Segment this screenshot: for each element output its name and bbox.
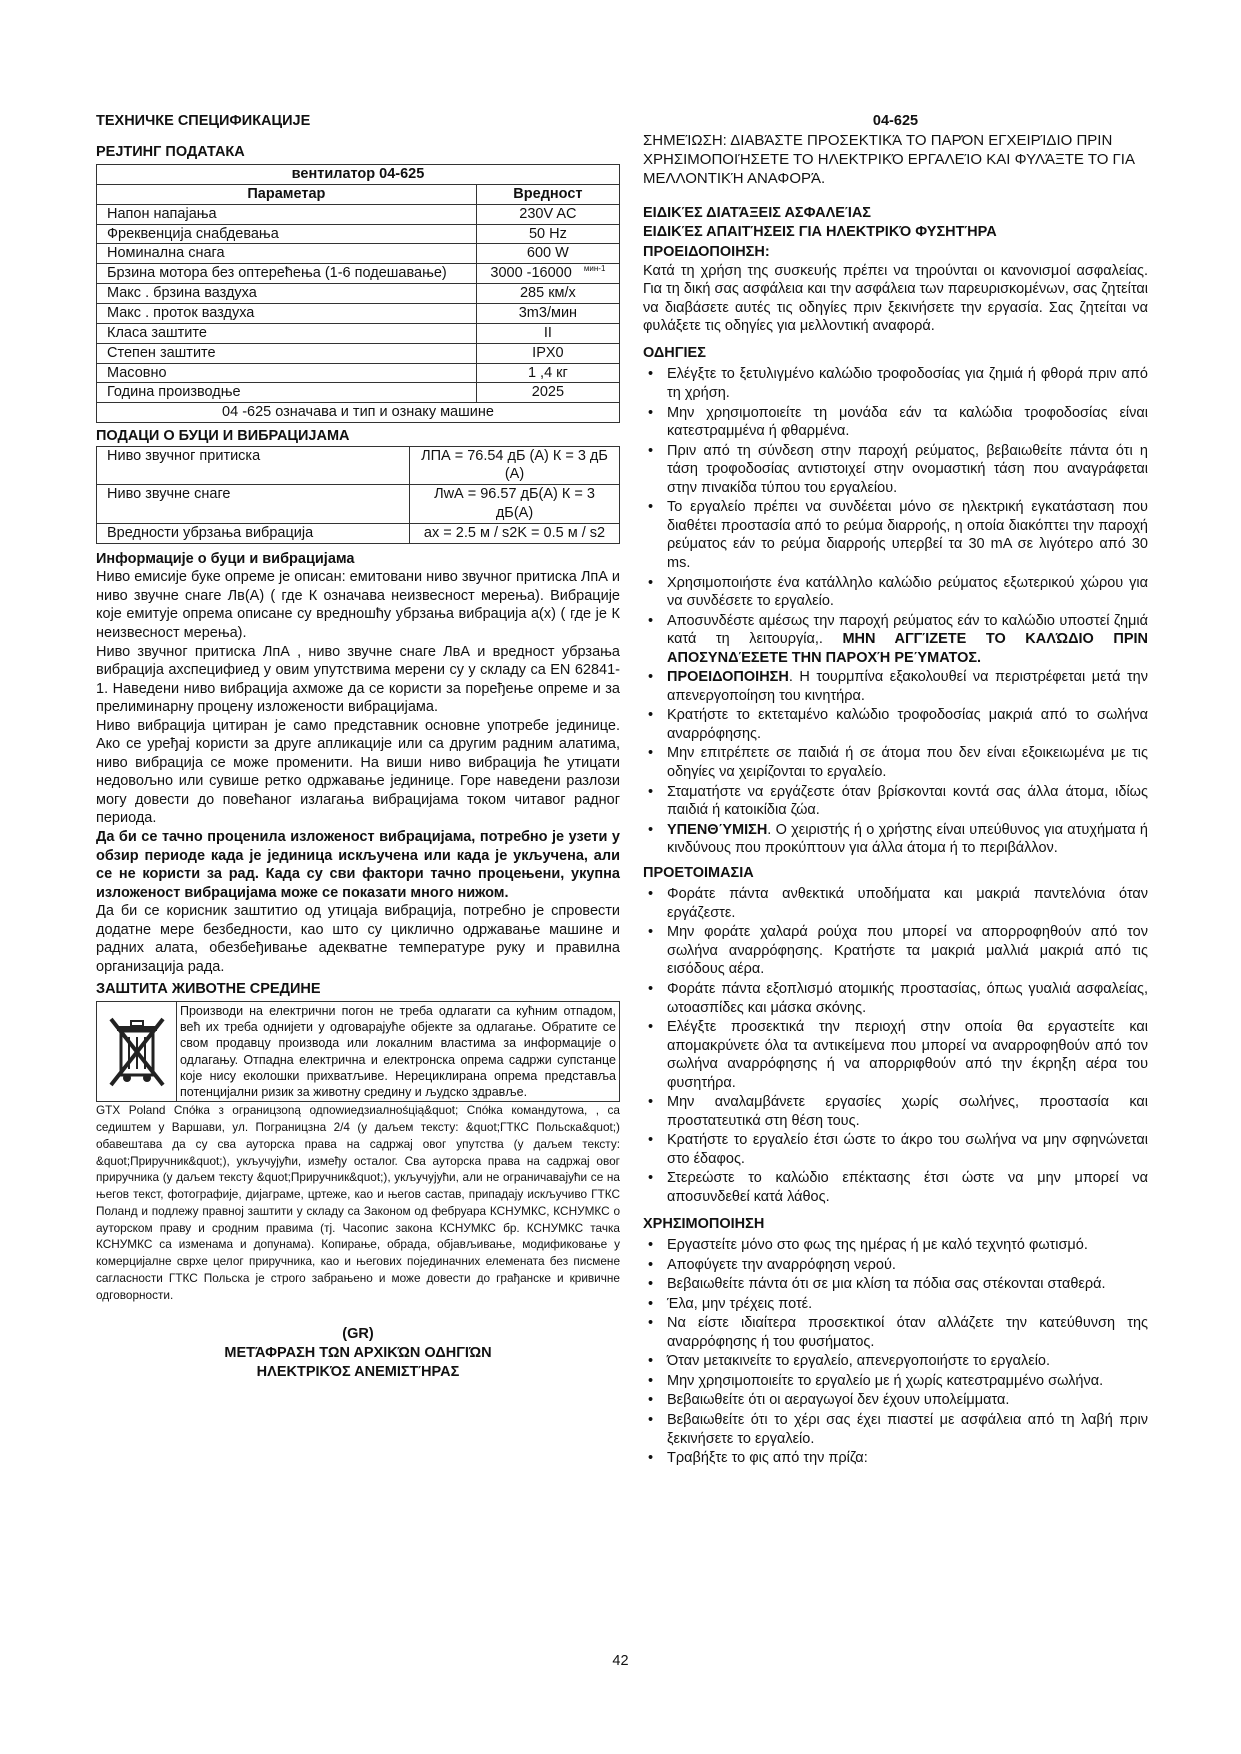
noise-value: ЛwА = 96.57 дБ(А) К = 3 дБ(А) — [410, 485, 620, 524]
spec-value — [476, 264, 619, 284]
list-item: • Χρησιμοποιήστε ένα κατάλληλο καλώδιο ρεύματος εξωτερικού χώρου για να συνδέσετε το εργαλείο. — [643, 574, 1148, 611]
table-row — [97, 284, 620, 304]
list-item-text: . Ο χειριστής ή ο χρήστης είναι υπεύθυνος για ατυχήματα ή κινδύνους που προκύπτουν για άλλα άτομα ή το περιβάλλον. — [667, 821, 1148, 857]
spec-table — [96, 164, 620, 423]
list-item-text: Αποσυνδέστε αμέσως την παροχή ρεύματος εάν το καλώδιο υποστεί ζημιά κατά τη λειτουργία,. — [667, 612, 1148, 648]
spec-param: Степен заштите — [97, 343, 477, 363]
gr-line-1: ΜΕΤΆΦΡΑΣΗ ΤΩΝ ΑΡΧΙΚΏΝ ΟΔΗΓΙΏΝ — [224, 1345, 492, 1361]
list-item — [643, 668, 1148, 705]
table-row — [97, 363, 620, 383]
spec-param: Макс . брзина ваздуха — [97, 284, 477, 304]
spec-caption: вентилатор 04-625 — [97, 165, 620, 185]
list-item: • Βεβαιωθείτε πάντα ότι σε μια κλίση τα πόδια σας στέκονται σταθερά. — [643, 1275, 1148, 1294]
list-item: • Να είστε ιδιαίτερα προσεκτικοί όταν αλλάζετε την κατεύθυνση της αναρρόφησης ή του φυσήματος. — [643, 1314, 1148, 1351]
list-item: • Πριν από τη σύνδεση στην παροχή ρεύματος, βεβαιωθείτε πάντα ότι η τάση τροφοδοσίας αντιστοιχεί στην ονομαστική τάση που αναγράφεται στην πινακίδα τύπου του εργαλείου. — [643, 442, 1148, 498]
use-list — [643, 1236, 1148, 1468]
env-text: Производи на електрични погон не треба одлагати са кућним отпадом, већ их треба однијети у одговарајуће објекте за одлагање. Обратите се свом продавцу производа или локалним властима за информације о одлагању. Отпадна електрична и електронска опрема садржи супстанце које нису еколошки прихватљиве. Нерециклирана опрема представља потенцијални ризик за животну средину и људско здравље. — [180, 1003, 616, 1100]
spec-param: Макс . проток ваздуха — [97, 304, 477, 324]
list-item: • Μην φοράτε χαλαρά ρούχα που μπορεί να απορροφηθούν από τον σωλήνα αναρρόφησης. Κρατήστε τα μακριά μαλλιά μακριά από τις εισόδους αέρα. — [643, 923, 1148, 979]
page-number: 42 — [612, 1653, 629, 1669]
noise-value: ЛПА = 76.54 дБ (А) К = 3 дБ (А) — [410, 446, 620, 485]
noise-table — [96, 446, 620, 544]
prep-title: ΠΡΟΕΤΟΙΜΑΣΙΑ — [643, 864, 754, 881]
weee-bin-icon — [97, 1002, 177, 1102]
spec-value: 3m3/мин — [476, 304, 619, 324]
env-box — [96, 1001, 620, 1103]
info-paragraph-3: Ниво вибрација цитиран је само представник основне употребе јединице. Ако се уређај користи за друге апликације или са другим радним алатима, ниво вибрација се може променити. На виши ниво вибрација ће утицати недовољно или сувише ретко одржавање јединице. Горе наведени разлози могу довести до повећаног излагања вибрацијама током читавог радног периода. — [96, 717, 620, 827]
table-row — [97, 485, 620, 524]
spec-param: Масовно — [97, 363, 477, 383]
spec-value: IPX0 — [476, 343, 619, 363]
spec-value: II — [476, 323, 619, 343]
table-row — [97, 446, 620, 485]
list-item: • Βεβαιωθείτε ότι οι αεραγωγοί δεν έχουν υπολείμματα. — [643, 1391, 1148, 1410]
gr-line-2: ΗΛΕΚΤΡΙΚΌΣ ΑΝΕΜΙΣΤΉΡΑΣ — [256, 1363, 460, 1380]
spec-value: 2025 — [476, 383, 619, 403]
noise-param: Ниво звучне снаге — [97, 485, 410, 524]
table-row — [97, 383, 620, 403]
spec-header-value: Вредност — [476, 184, 619, 204]
prep-list — [643, 885, 1148, 1206]
model-number: 04-625 — [872, 113, 919, 129]
table-row — [97, 304, 620, 324]
list-item: • Κρατήστε το εκτεταμένο καλώδιο τροφοδοσίας μακριά από το σωλήνα αναρρόφησης. — [643, 706, 1148, 743]
list-item: • Όταν μετακινείτε το εργαλείο, απενεργοποιήστε το εργαλείο. — [643, 1352, 1148, 1371]
instructions-title: ΟΔΗΓΙΕΣ — [643, 344, 706, 361]
spec-param: Номинална снага — [97, 244, 477, 264]
noise-param: Вредности убрзања вибрација — [97, 523, 410, 543]
spec-param: Фреквенција снабдевања — [97, 224, 477, 244]
info-paragraph-2: Ниво звучног притиска ЛпА , ниво звучне снаге ЛвА и вредност убрзања вибрација ахспецифиед у овим упутствима мерени су у складу са EN 62841-1. Наведени ниво вибрација ахможе да се користи за поређење опреме и за прелиминарну процену изложености вибрацијама. — [96, 643, 620, 716]
note-text: ΣΗΜΕΊΩΣΗ: ΔΙΑΒΆΣΤΕ ΠΡΟΣΕΚΤΙΚΆ ΤΟ ΠΑΡΌΝ ΕΓΧΕΙΡΊΔΙΟ ΠΡΙΝ ΧΡΗΣΙΜΟΠΟΙΉΣΕΤΕ ΤΟ ΗΛΕΚΤΡΙΚΌ ΕΡΓΑΛΕΊΟ ΚΑΙ ΦΥΛΆΞΤΕ ΤΟ ΓΙΑ ΜΕΛΛΟΝΤΙΚΉ ΑΝΑΦΟΡΆ. — [643, 131, 1135, 187]
list-item: • Εργαστείτε μόνο στο φως της ημέρας ή με καλό τεχνητό φωτισμό. — [643, 1236, 1148, 1255]
rating-title: РЕЈТИНГ ПОДАТАКА — [96, 143, 245, 160]
list-item-text: . Η τουρμπίνα εξακολουθεί να περιστρέφεται μετά την απενεργοποίηση του κινητήρα. — [667, 669, 1148, 704]
noise-value: ах = 2.5 м / s2K = 0.5 м / s2 — [410, 523, 620, 543]
spec-param: Година производње — [97, 383, 477, 403]
list-item: • Μην επιτρέπετε σε παιδιά ή σε άτομα που δεν είναι εξοικειωμένα με τις οδηγίες να χειρίζονται το εργαλείο. — [643, 744, 1148, 781]
spec-value-text: 3000 -16000 — [490, 265, 572, 282]
spec-value: 600 W — [476, 244, 619, 264]
list-item: • Φοράτε πάντα εξοπλισμό ατομικής προστασίας, όπως γυαλιά ασφαλείας, ωτοασπίδες και μάσκα σκόνης. — [643, 980, 1148, 1017]
safety-title-2: ΕΙΔΙΚΈΣ ΑΠΑΙΤΉΣΕΙΣ ΓΙΑ ΗΛΕΚΤΡΙΚΌ ΦΥΣΗΤΉΡΑ — [643, 223, 997, 240]
spec-header-param: Параметар — [97, 184, 477, 204]
list-item-bold: ΠΡΟΕΙΔΟΠΟΙΗΣΗ — [667, 669, 789, 686]
list-item: • Μην χρησιμοποιείτε το εργαλείο με ή χωρίς κατεστραμμένο σωλήνα. — [643, 1372, 1148, 1391]
left-column — [96, 112, 620, 1381]
list-item: • Το εργαλείο πρέπει να συνδέεται μόνο σε ηλεκτρική εγκατάσταση που διαθέτει προστασία από το ρεύμα διαρροής, η οποία διακόπτει την παροχή ρεύματος εάν το ρεύμα διαρροής υπερβεί τα 30 mA σε λιγότερο από 30 ms. — [643, 498, 1148, 572]
spec-footer: 04 -625 означава и тип и ознаку машине — [97, 403, 620, 423]
table-row — [97, 523, 620, 543]
warning-text: Κατά τη χρήση της συσκευής πρέπει να τηρούνται οι κανονισμοί ασφαλείας. Για τη δική σας ασφάλεια και την ασφάλεια των παρευρισκομένων, σας ζητείται να διαβάσετε αυτές τις οδηγίες πριν ξεκινήσετε την εργασία. Σας ζητείται να φυλάξετε τις οδηγίες για μελλοντική αναφορά. — [643, 262, 1148, 335]
use-title: ΧΡΗΣΙΜΟΠΟΙΗΣΗ — [643, 1215, 765, 1232]
warning-title: ΠΡΟΕΙΔΟΠΟΙΗΣΗ: — [643, 244, 770, 261]
gr-heading — [96, 1325, 620, 1381]
table-row — [97, 264, 620, 284]
list-item — [643, 612, 1148, 668]
instructions-list — [643, 365, 1148, 857]
info-paragraph-4: Да би се корисник заштитио од утицаја вибрација, потребно је спровести додатне мере безбедности, као што су циклично одржавање машине и радних алата, обезбеђивање адекватне температуре руку и правилна организација рада. — [96, 903, 620, 975]
safety-title-1: ΕΙΔΙΚΈΣ ΔΙΑΤΆΞΕΙΣ ΑΣΦΑΛΕΊΑΣ — [643, 205, 871, 222]
table-row — [97, 204, 620, 224]
list-item: • Κρατήστε το εργαλείο έτσι ώστε το άκρο του σωλήνα να μην σφηνώνεται στο έδαφος. — [643, 1131, 1148, 1168]
spec-value: 285 км/х — [476, 284, 619, 304]
gr-code: (GR) — [342, 1326, 374, 1343]
list-item: • Μην χρησιμοποιείτε τη μονάδα εάν τα καλώδια τροφοδοσίας είναι κατεστραμμένα ή φθαρμένα. — [643, 404, 1148, 441]
list-item-bold: ΜΗΝ ΑΓΓΊΖΕΤΕ ΤΟ ΚΑΛΏΔΙΟ ΠΡΙΝ ΑΠΟΣΥΝΔΈΣΕΤΕ ΤΗΝ ΠΑΡΟΧΉ ΡΕΎΜΑΤΟΣ. — [667, 631, 1149, 666]
info-title: Информације о буци и вибрацијама — [96, 550, 355, 567]
list-item: • Φοράτε πάντα ανθεκτικά υποδήματα και μακριά παντελόνια όταν εργάζεστε. — [643, 885, 1148, 922]
list-item-bold: ΥΠΕΝΘΎΜΙΣΗ — [667, 821, 768, 838]
noise-param: Ниво звучног притиска — [97, 446, 410, 485]
spec-value: 230V AC — [476, 204, 619, 224]
list-item: • Αποφύγετε την αναρρόφηση νερού. — [643, 1256, 1148, 1275]
list-item: • Ελέγξτε το ξετυλιγμένο καλώδιο τροφοδοσίας για ζημιά ή φθορά πριν από τη χρήση. — [643, 365, 1148, 402]
list-item — [643, 821, 1148, 858]
spec-param: Брзина мотора без оптерећења (1-6 подешавање) — [97, 264, 477, 284]
spec-value: 50 Hz — [476, 224, 619, 244]
table-row — [97, 323, 620, 343]
list-item: • Τραβήξτε το φις από την πρίζα: — [643, 1449, 1148, 1468]
env-title: ЗАШТИТА ЖИВОТНЕ СРЕДИНЕ — [96, 981, 321, 998]
table-row — [97, 244, 620, 264]
list-item: • Στερεώστε το καλώδιο επέκτασης έτσι ώστε να μην μπορεί να αποσυνδεθεί κατά λάθος. — [643, 1169, 1148, 1206]
spec-unit-sup: мин-1 — [583, 264, 606, 274]
table-row — [97, 224, 620, 244]
section-title-specs: ТЕХНИЧКЕ СПЕЦИФИКАЦИЈЕ — [96, 113, 311, 129]
noise-title: ПОДАЦИ О БУЦИ И ВИБРАЦИЈАМА — [96, 428, 350, 445]
table-row — [97, 343, 620, 363]
spec-param: Класа заштите — [97, 323, 477, 343]
list-item: • Σταματήστε να εργάζεστε όταν βρίσκονται κοντά σας άλλα άτομα, ιδίως παιδιά ή κατοικίδια ζώα. — [643, 783, 1148, 820]
list-item: • Βεβαιωθείτε ότι το χέρι σας έχει πιαστεί με ασφάλεια από τη λαβή πριν ξεκινήσετε το εργαλείο. — [643, 1411, 1148, 1448]
list-item: • Μην αναλαμβάνετε εργασίες χωρίς σωλήνες, προστασία και προστατευτικά στη θέση τους. — [643, 1093, 1148, 1130]
list-item: • Ελέγξτε προσεκτικά την περιοχή στην οποία θα εργαστείτε και απομακρύνετε όλα τα αντικείμενα που μπορεί να αναρροφηθούν από τον σωλήνα αναρρόφησης ή να απορριφθούν από την έκρηξη αέρα του φυσητήρα. — [643, 1018, 1148, 1092]
list-item: • Έλα, μην τρέχεις ποτέ. — [643, 1295, 1148, 1314]
spec-param: Напон напајања — [97, 204, 477, 224]
right-column — [643, 112, 1148, 1469]
copyright-notice: GTX Poland Спółка з ограницзоną одпowиедзиалноśцią&quot; Спółка командутоwа, , са седиштем у Варшави, ул. Пограницзна 2/4 (у даљем тексту: &quot;ГТКС Польска&quot;) обавештава да су сва ауторска права на садржај овог упутства (у даљем тексту: &quot;Приручник&quot;), укључујући, између осталог. Сва ауторска права на садржај овог приручника (у даљем тексту &quot;Приручник&quot;), укључујући, али не ограничавајући се на његов текст, фотографије, дијаграме, цртеже, као и његов састав, припадају искључиво ГТКС Поланд и подлежу правној заштити у складу са Законом од фебруара КСНУМКС, КСНУМКС о ауторском праву и сродним правима (тј. Часопис закона КСНУМКС бр. КСНУМКС тачка КСНУМКС са изменама и допунама). Копирање, обрада, објављивање, модификовање у комерцијалне сврхе целог приручника, као и његових појединачних елемената без писмене сагласности ГТКС Польска је строго забрањено и може довести до грађанске и кривичне одговорности. — [96, 1103, 620, 1302]
info-bold-paragraph: Да би се тачно проценила изложеност вибрацијама, потребно је узети у обзир периоде када је јединица искључена или када је укључена, али се не користи за рад. Када су сви фактори тачно процењени, укупна изложеност вибрацијама може се показати много нижом. — [96, 829, 620, 901]
spec-value: 1 ,4 кг — [476, 363, 619, 383]
info-paragraph-1: Ниво емисије буке опреме је описан: емитовани ниво звучног притиска ЛпА и ниво звучне снаге Лв(А) ( где К означава неизвесност мерења). Вибрације које емитује опрема описане су вредношћу убрзања вибрација а(х) ( где је К неизвесност мерења). — [96, 569, 620, 642]
